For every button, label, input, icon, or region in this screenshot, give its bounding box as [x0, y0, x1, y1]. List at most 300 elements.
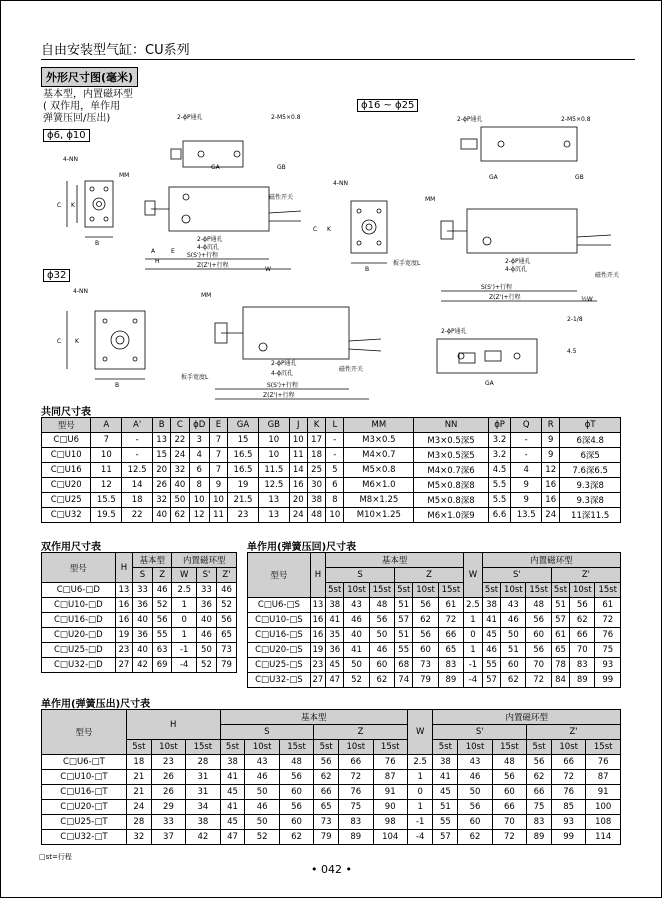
table-cell: -4 [407, 830, 433, 845]
table-cell: 14 [289, 463, 307, 478]
table-cell: 74 [395, 673, 413, 688]
table-cell: 0 [407, 785, 433, 800]
table-cell: 32 [153, 493, 171, 508]
table-cell: 61 [595, 598, 621, 613]
header-stroke: 5st [527, 740, 552, 755]
header-h: H [115, 553, 133, 583]
table-cell: 32 [126, 830, 151, 845]
header-stroke: 10st [570, 583, 595, 598]
table-cell: C□U16-□T [42, 785, 127, 800]
table-cell: 38 [433, 755, 458, 770]
table-cell: 2.5 [172, 583, 197, 598]
table-cell: 20 [153, 463, 171, 478]
header-stroke: 15st [492, 740, 526, 755]
table-cell: 45 [326, 658, 344, 673]
table-cell: 48 [526, 598, 551, 613]
table-row [42, 448, 621, 463]
table-cell: 73 [413, 658, 438, 673]
header-stroke: 15st [369, 583, 394, 598]
table-cell: C□U6-□S [248, 598, 311, 613]
table-cell: 104 [373, 830, 407, 845]
table-cell: 16 [310, 628, 325, 643]
table-cell: 11 [91, 463, 122, 478]
table-cell: 72 [438, 613, 463, 628]
header-stroke: 5st [326, 583, 344, 598]
table-cell: C□U32-□D [42, 658, 116, 673]
table-cell: 60 [369, 658, 394, 673]
table-cell: 28 [186, 755, 220, 770]
table-cell: 25 [307, 463, 325, 478]
table-cell: 75 [527, 800, 552, 815]
table-cell: 24 [542, 508, 560, 523]
header-stroke: 10st [551, 740, 585, 755]
table-cell: 7.6深6.5 [560, 463, 621, 478]
table-cell: 50 [458, 785, 492, 800]
table-cell: C□U25-□S [248, 658, 311, 673]
table-cell: 29 [151, 800, 185, 815]
svg-text:½W: ½W [581, 296, 593, 303]
technical-drawings [1, 1, 662, 411]
table-cell: C□U32-□T [42, 830, 127, 845]
table-cell: 93 [595, 658, 621, 673]
header-model: 型号 [248, 553, 311, 598]
table-cell: 34 [186, 800, 220, 815]
header-h: H [310, 553, 325, 598]
drawing-small-side [145, 141, 301, 269]
table-cell: 6 [326, 478, 344, 493]
table-cell: 55 [395, 643, 413, 658]
table-cell: 5.5 [488, 493, 510, 508]
common-header-row [42, 418, 621, 433]
table-cell: 52 [245, 830, 279, 845]
common-header-cell: C [171, 418, 189, 433]
table-cell: 65 [216, 628, 236, 643]
table-cell: 72 [339, 770, 373, 785]
label-nn-small: 4-NN [63, 156, 78, 163]
table-row [42, 613, 237, 628]
table-cell: 57 [482, 673, 500, 688]
table-cell: C□U32-□S [248, 673, 311, 688]
table-cell: 45 [433, 785, 458, 800]
common-header-cell: K [307, 418, 325, 433]
table-cell: 46 [196, 628, 216, 643]
table-cell: C□U16 [42, 463, 91, 478]
header-stroke: 15st [438, 583, 463, 598]
table-cell: M3×0.5 [344, 433, 414, 448]
svg-text:K: K [327, 226, 331, 233]
table-cell: 83 [527, 815, 552, 830]
table-cell: - [511, 448, 542, 463]
svg-text:C: C [313, 226, 318, 233]
label-s-small: S(S')+行程 [187, 252, 218, 259]
table-row [248, 628, 621, 643]
table-cell: 1 [172, 628, 197, 643]
table-cell: 87 [586, 770, 621, 785]
table-cell: 51 [395, 628, 413, 643]
table-cell: 56 [526, 643, 551, 658]
table-cell: 8 [189, 478, 209, 493]
header-stroke: 10st [344, 583, 369, 598]
table-cell: 13 [258, 508, 289, 523]
table-cell: 6 [189, 463, 209, 478]
table-row [42, 628, 237, 643]
table-row [248, 613, 621, 628]
single-s-table [247, 552, 621, 688]
table-cell: 56 [279, 800, 313, 815]
table-cell: 40 [171, 478, 189, 493]
svg-text:B: B [115, 382, 120, 389]
table-cell: 65 [551, 643, 569, 658]
table-cell: 7 [209, 433, 227, 448]
table-cell: 18 [122, 493, 153, 508]
table-cell: 9 [542, 433, 560, 448]
table-cell: 6.6 [488, 508, 510, 523]
table-cell: 36 [196, 598, 216, 613]
table-cell: 1 [407, 800, 433, 815]
label-port-large-top: 2-ϕP通孔 [441, 328, 467, 335]
table-cell: 19.5 [91, 508, 122, 523]
table-cell: 4 [189, 448, 209, 463]
table-cell: 62 [413, 613, 438, 628]
table-cell: 41 [220, 800, 245, 815]
stroke-note: □st=行程 [39, 853, 72, 861]
table-cell: 60 [413, 643, 438, 658]
table-cell: M5×0.8 [344, 463, 414, 478]
table-cell: 46 [245, 800, 279, 815]
table-cell: 66 [551, 755, 585, 770]
table-cell: 48 [307, 508, 325, 523]
svg-text:C: C [57, 338, 62, 345]
table-cell: M4×0.7 [344, 448, 414, 463]
table-cell: - [511, 433, 542, 448]
table-cell: 17 [307, 433, 325, 448]
header-stroke: 5st [126, 740, 151, 755]
header-stroke: 5st [551, 583, 569, 598]
header-stroke: 10st [339, 740, 373, 755]
table-row [42, 478, 621, 493]
table-cell: 13 [153, 433, 171, 448]
table-cell: C□U20-□D [42, 628, 116, 643]
table-cell: 79 [216, 658, 236, 673]
table-cell: 3 [189, 433, 209, 448]
label-m5-mid: 2-M5×0.8 [561, 116, 591, 123]
table-cell: 60 [279, 815, 313, 830]
table-cell: 36 [326, 643, 344, 658]
common-header-cell: R [542, 418, 560, 433]
label-z-large: Z(Z')+行程 [263, 392, 295, 399]
table-cell: -1 [172, 643, 197, 658]
table-cell: 10 [209, 493, 227, 508]
table-cell: 41 [433, 770, 458, 785]
table-cell: 50 [245, 785, 279, 800]
table-cell: 60 [492, 785, 526, 800]
common-header-cell: 型号 [42, 418, 91, 433]
table-cell: 38 [186, 815, 220, 830]
table-cell: 40 [133, 613, 153, 628]
table-cell: 52 [196, 658, 216, 673]
table-cell: 73 [216, 643, 236, 658]
table-cell: 46 [369, 643, 394, 658]
common-header-cell: ϕD [189, 418, 209, 433]
table-cell: 10 [258, 433, 289, 448]
table-cell: 23 [310, 658, 325, 673]
label-rc18: 2-1/8 [567, 316, 583, 323]
header-w: W [464, 553, 483, 598]
table-row [248, 598, 621, 613]
table-cell: 16 [542, 493, 560, 508]
label-s-large: S(S')+行程 [267, 382, 298, 389]
header-stroke: 5st [220, 740, 245, 755]
table-cell: 13 [258, 493, 289, 508]
header-model: 型号 [42, 710, 127, 755]
label-mm-large: MM [201, 292, 212, 299]
page-title: 自由安装型气缸：CU系列 [41, 43, 190, 58]
table-cell: 91 [373, 785, 407, 800]
table-cell: 66 [492, 800, 526, 815]
table-cell: 57 [551, 613, 569, 628]
table-cell: 15 [228, 433, 259, 448]
label-port-large: 2-ϕP通孔 [271, 360, 297, 367]
common-header-cell: GA [228, 418, 259, 433]
table-cell: 62 [314, 770, 339, 785]
table-cell: 70 [492, 815, 526, 830]
table-cell: 87 [373, 770, 407, 785]
drawing-small-front [67, 181, 113, 237]
label-mm-small: MM [119, 172, 130, 179]
common-header-cell: Q [511, 418, 542, 433]
common-header-cell: J [289, 418, 307, 433]
table-row [42, 815, 621, 830]
table-row [42, 658, 237, 673]
table-cell: 56 [458, 800, 492, 815]
table-cell: 11 [209, 508, 227, 523]
table-cell: 41 [344, 643, 369, 658]
table-row [42, 830, 621, 845]
table-cell: 7 [91, 433, 122, 448]
table-cell: 7 [209, 448, 227, 463]
header-sub: W [172, 568, 197, 583]
drawing-mid-front [351, 201, 387, 263]
double-header-row-1 [42, 553, 237, 568]
desc-line-3: 弹簧压回/压出) [43, 113, 111, 124]
table-cell: 16.5 [228, 463, 259, 478]
table-cell: 62 [570, 613, 595, 628]
page-number: • 042 • [311, 863, 352, 876]
table-cell: 27 [115, 658, 133, 673]
table-cell: 37 [151, 830, 185, 845]
table-row [42, 800, 621, 815]
single_s-header-row-1 [248, 553, 621, 568]
table-row [248, 673, 621, 688]
label-port-small-2: 2-ϕP通孔 [197, 236, 223, 243]
table-cell: 12.5 [258, 478, 289, 493]
table-cell: 9 [209, 478, 227, 493]
common-title: 共同尺寸表 [41, 407, 91, 418]
table-cell: C□U32 [42, 508, 91, 523]
table-cell: 19 [310, 643, 325, 658]
label-wrench-large: 扳手宽度L [181, 374, 209, 381]
common-header-cell: GB [258, 418, 289, 433]
label-nn-large: 4-NN [73, 288, 88, 295]
table-cell: 45 [220, 815, 245, 830]
common-header-cell: NN [414, 418, 489, 433]
table-row [42, 493, 621, 508]
table-cell: 70 [526, 658, 551, 673]
table-cell: C□U6-□D [42, 583, 116, 598]
table-cell: 76 [373, 755, 407, 770]
table-cell: 38 [326, 598, 344, 613]
table-cell: 42 [186, 830, 220, 845]
common-header-cell: E [209, 418, 227, 433]
single-t-title: 单作用(弹簧压出)尺寸表 [41, 699, 151, 710]
table-cell: 52 [344, 673, 369, 688]
table-cell: 93 [551, 815, 585, 830]
svg-text:A: A [151, 248, 156, 255]
table-cell: 45 [482, 628, 500, 643]
svg-text:GB: GB [277, 164, 286, 171]
table-cell: 57 [395, 613, 413, 628]
table-cell: 12.5 [122, 463, 153, 478]
table-cell: - [326, 448, 344, 463]
table-cell: - [122, 433, 153, 448]
table-cell: 18 [126, 755, 151, 770]
table-cell: 61 [551, 628, 569, 643]
table-cell: 46 [344, 613, 369, 628]
table-cell: 16 [115, 613, 133, 628]
table-cell: 12 [542, 463, 560, 478]
table-cell: 41 [482, 613, 500, 628]
table-cell: 50 [171, 493, 189, 508]
label-port-mid-2: 2-ϕP通孔 [505, 258, 531, 265]
table-cell: 8 [326, 493, 344, 508]
table-cell: 33 [133, 583, 153, 598]
table-row [42, 785, 621, 800]
table-cell: 99 [595, 673, 621, 688]
table-cell: 66 [314, 785, 339, 800]
svg-text:GB: GB [575, 174, 584, 181]
svg-text:K: K [75, 338, 79, 345]
table-cell: 40 [153, 508, 171, 523]
table-cell: 1 [172, 598, 197, 613]
table-cell: M6×1.0深9 [414, 508, 489, 523]
table-cell: C□U20-□T [42, 800, 127, 815]
table-cell: 76 [586, 755, 621, 770]
header-stroke: 15st [595, 583, 621, 598]
label-cb-small: 4-ϕ沉孔 [197, 244, 219, 251]
single-t-table [41, 709, 621, 845]
label-port-mid: 2-ϕP通孔 [457, 116, 483, 123]
table-cell: 47 [326, 673, 344, 688]
table-cell: 52 [152, 598, 172, 613]
table-cell: 62 [527, 770, 552, 785]
header-stroke: 5st [482, 583, 500, 598]
label-switch-small: 磁性开关 [269, 194, 294, 201]
table-cell: 0 [464, 628, 483, 643]
header-stroke: 10st [245, 740, 279, 755]
table-cell: M5×0.8深8 [414, 478, 489, 493]
table-cell: 60 [501, 658, 526, 673]
table-cell: M6×1.0 [344, 478, 414, 493]
label-z-small: Z(Z')+行程 [197, 262, 229, 269]
table-cell: 45 [220, 785, 245, 800]
header-stroke: 10st [501, 583, 526, 598]
table-cell: 32 [171, 463, 189, 478]
table-row [248, 658, 621, 673]
table-cell: 4.5 [488, 463, 510, 478]
table-cell: 43 [501, 598, 526, 613]
header-stroke: 15st [586, 740, 621, 755]
table-cell: 13.5 [511, 508, 542, 523]
common-header-cell: ϕP [488, 418, 510, 433]
table-row [42, 598, 237, 613]
table-cell: 65 [438, 643, 463, 658]
table-cell: 40 [196, 613, 216, 628]
table-cell: C□U10-□S [248, 613, 311, 628]
table-cell: 48 [279, 755, 313, 770]
table-cell: 23 [228, 508, 259, 523]
table-cell: 46 [245, 770, 279, 785]
table-cell: 62 [369, 673, 394, 688]
table-cell: 50 [245, 815, 279, 830]
table-cell: 9 [511, 478, 542, 493]
table-cell: 60 [458, 815, 492, 830]
header-stroke: 15st [186, 740, 220, 755]
table-cell: C□U25 [42, 493, 91, 508]
label-w-small: W [265, 266, 271, 273]
table-cell: 3.2 [488, 433, 510, 448]
table-cell: 38 [220, 755, 245, 770]
table-cell: 56 [413, 628, 438, 643]
label-z-mid: Z(Z')+行程 [489, 294, 521, 301]
table-cell: 76 [339, 785, 373, 800]
table-row [248, 643, 621, 658]
table-cell: 79 [413, 673, 438, 688]
bore-tag-large: ϕ32 [43, 269, 70, 282]
table-cell: 100 [586, 800, 621, 815]
double-table [41, 552, 237, 673]
table-row [42, 508, 621, 523]
table-cell: 76 [551, 785, 585, 800]
table-cell: 6深5 [560, 448, 621, 463]
table-cell: 51 [395, 598, 413, 613]
desc-line-2: ( 双作用，单作用 [43, 101, 121, 112]
table-cell: 56 [279, 770, 313, 785]
table-cell: 61 [438, 598, 463, 613]
table-cell: 26 [151, 785, 185, 800]
table-cell: 16 [115, 598, 133, 613]
table-cell: 10 [258, 448, 289, 463]
table-cell: 84 [551, 673, 569, 688]
table-cell: 43 [458, 755, 492, 770]
header-w: W [407, 710, 433, 755]
table-cell: M4×0.7深6 [414, 463, 489, 478]
table-cell: C□U6 [42, 433, 91, 448]
table-cell: 19 [228, 478, 259, 493]
table-cell: C□U10-□D [42, 598, 116, 613]
table-row [42, 433, 621, 448]
table-cell: 47 [220, 830, 245, 845]
bore-tag-small: ϕ6, ϕ10 [43, 129, 90, 142]
table-cell: -1 [407, 815, 433, 830]
label-switch-mid: 磁性开关 [595, 272, 620, 279]
table-cell: 13 [115, 583, 133, 598]
table-cell: 62 [458, 830, 492, 845]
common-table [41, 417, 621, 523]
table-cell: 23 [115, 643, 133, 658]
table-cell: 89 [438, 673, 463, 688]
table-cell: 57 [433, 830, 458, 845]
table-cell: 24 [289, 508, 307, 523]
